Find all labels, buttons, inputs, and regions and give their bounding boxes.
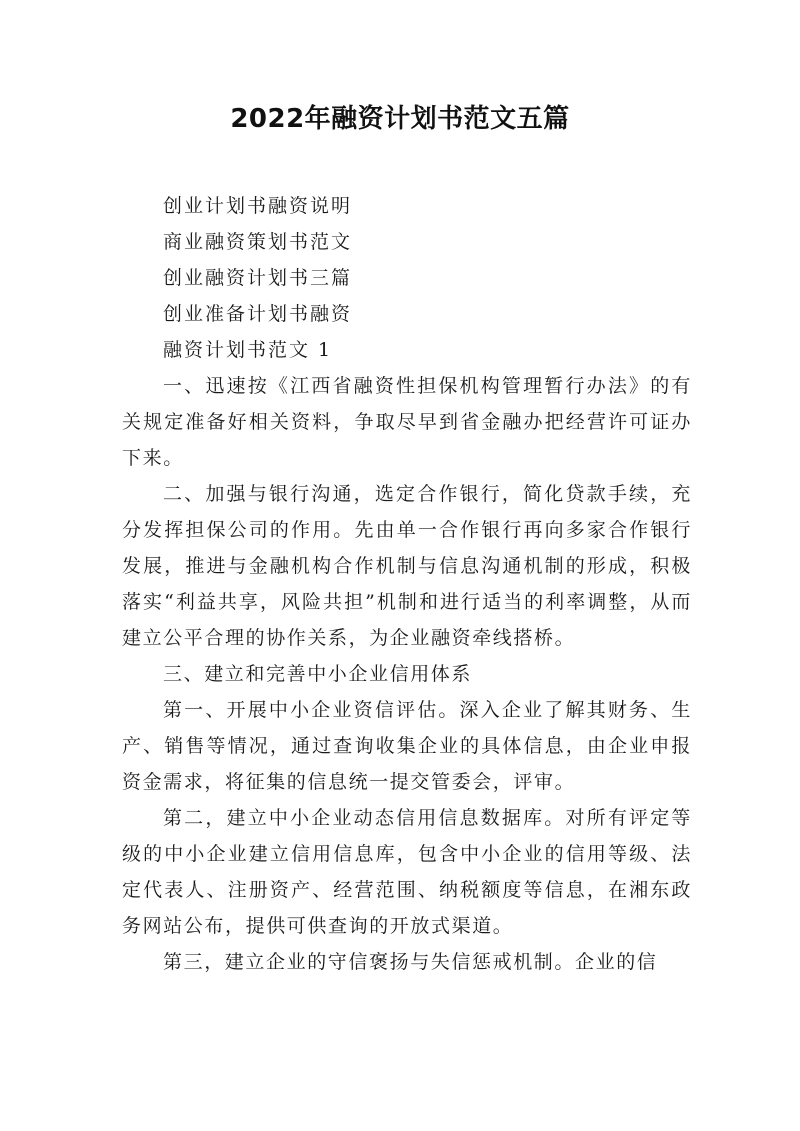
toc-item: 融资计划书范文 1	[163, 339, 333, 361]
toc-item: 商业融资策划书范文	[163, 231, 353, 253]
toc-item: 创业准备计划书融资	[163, 303, 353, 325]
paragraph: 一、迅速按《江西省融资性担保机构管理暂行办法》的有关规定准备好相关资料，争取尽早到省金融办把经营许可证办下来。	[122, 375, 692, 469]
paragraph: 第三，建立企业的守信褒扬与失信惩戒机制。企业的信	[163, 951, 658, 973]
paragraph: 第一、开展中小企业资信评估。深入企业了解其财务、生产、销售等情况，通过查询收集企业的具体信息，由企业申报资金需求，将征集的信息统一提交管委会，评审。	[122, 699, 692, 793]
toc-item: 创业融资计划书三篇	[163, 267, 353, 289]
toc-item: 创业计划书融资说明	[163, 195, 353, 217]
paragraph: 三、建立和完善中小企业信用体系	[163, 663, 473, 685]
document-title: 2022年融资计划书范文五篇	[230, 104, 570, 134]
document-body	[122, 368, 692, 980]
paragraph: 第二，建立中小企业动态信用信息数据库。对所有评定等级的中小企业建立信用信息库，包含中小企业的信用等级、法定代表人、注册资产、经营范围、纳税额度等信息，在湘东政务网站公布，提供可供查询的开放式渠道。	[122, 807, 692, 937]
paragraph: 二、加强与银行沟通，选定合作银行，简化贷款手续，充分发挥担保公司的作用。先由单一合作银行再向多家合作银行发展，推进与金融机构合作机制与信息沟通机制的形成，积极落实“利益共享，风险共担”机制和进行适当的利率调整，从而建立公平合理的协作关系，为企业融资牵线搭桥。	[122, 483, 692, 649]
table-of-contents	[163, 188, 683, 368]
